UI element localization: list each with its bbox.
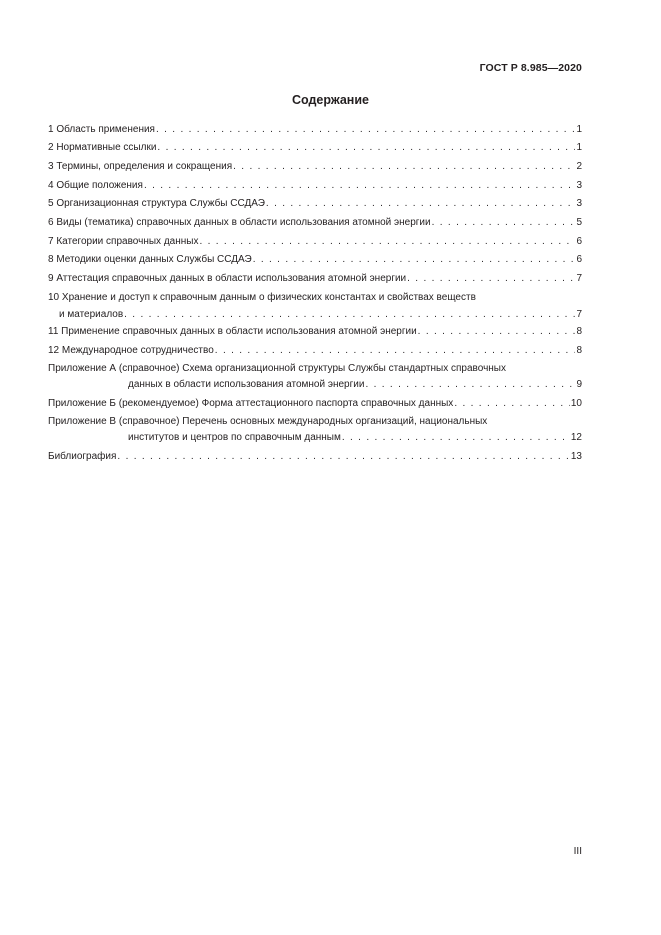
toc-entry-title: 10 Хранение и доступ к справочным данным о физических константах и свойствах веществ [48, 292, 476, 303]
toc-entry-title: 5 Организационная структура Службы ССДАЭ [48, 198, 265, 209]
toc-leader-dots [215, 344, 576, 357]
toc-entry-title: Библиография [48, 451, 117, 462]
toc-entry[interactable] [48, 344, 582, 357]
toc-entry-title: 2 Нормативные ссылки [48, 142, 157, 153]
toc-entry[interactable] [48, 362, 582, 391]
toc-leader-dots [199, 235, 575, 248]
toc-entry[interactable] [48, 197, 582, 210]
toc-entry-title: Приложение А (справочное) Схема организационной структуры Службы стандартных справочных [48, 363, 506, 374]
toc-page-number: 1 [576, 124, 582, 135]
toc-title: Содержание [291, 93, 369, 107]
toc-entry-title: 6 Виды (тематика) справочных данных в области использования атомной энергии [48, 217, 431, 228]
toc-page-number: 6 [576, 254, 582, 265]
toc-entry[interactable] [48, 272, 582, 285]
toc-page-number: 12 [570, 432, 582, 443]
toc-entry-title: 4 Общие положения [48, 180, 143, 191]
toc-entry-title: Приложение Б (рекомендуемое) Форма аттестационного паспорта справочных данных [48, 398, 454, 409]
toc-leader-dots [266, 197, 576, 210]
toc-entry[interactable] [48, 216, 582, 229]
toc-entry-title: 11 Применение справочных данных в области использования атомной энергии [48, 326, 417, 337]
toc-leader-dots [157, 141, 575, 154]
toc-entry[interactable] [48, 123, 582, 136]
toc-entry[interactable] [48, 415, 582, 444]
toc-page-number: 8 [576, 345, 582, 356]
toc-page-number: 2 [576, 161, 582, 172]
document-code: ГОСТ Р 8.985—2020 [479, 62, 582, 74]
toc-entry-title: Приложение В (справочное) Перечень основных международных организаций, национальных [48, 416, 488, 427]
toc-entry-title-continued: данных в области использования атомной энергии [128, 379, 365, 390]
toc-entry[interactable] [48, 235, 582, 248]
toc-leader-dots [418, 325, 576, 338]
toc-leader-dots [365, 378, 575, 391]
toc-entry-title: 9 Аттестация справочных данных в области использования атомной энергии [48, 273, 407, 284]
toc-leader-dots [233, 160, 575, 173]
toc-entry-title: 3 Термины, определения и сокращения [48, 161, 233, 172]
toc-page-number: 5 [576, 217, 582, 228]
toc-leader-dots [156, 123, 575, 136]
toc-entry[interactable] [48, 291, 582, 321]
toc-page-number: 1 [576, 142, 582, 153]
toc-entry[interactable] [48, 325, 582, 338]
toc-entry[interactable] [48, 450, 582, 463]
toc-leader-dots [407, 272, 575, 285]
toc-entry[interactable] [48, 253, 582, 266]
toc-leader-dots [117, 450, 569, 463]
toc-entry-title: 7 Категории справочных данных [48, 236, 199, 247]
toc-page-number: 8 [576, 326, 582, 337]
toc-entry[interactable] [48, 160, 582, 173]
toc-leader-dots [454, 397, 570, 410]
toc-leader-dots [432, 216, 576, 229]
toc-leader-dots [144, 179, 576, 192]
toc-page-number: 10 [570, 398, 582, 409]
toc-page-number: 13 [570, 451, 582, 462]
toc-entry[interactable] [48, 141, 582, 154]
page-number: III [573, 846, 582, 857]
toc-page-number: 3 [576, 180, 582, 191]
toc-page-number: 6 [576, 236, 582, 247]
toc-page-number: 7 [576, 309, 582, 320]
toc-entry[interactable] [48, 397, 582, 410]
toc-entry-title-continued: и материалов [59, 309, 124, 320]
toc-entry-title: 12 Международное сотрудничество [48, 345, 214, 356]
toc-leader-dots [253, 253, 576, 266]
toc-page-number: 9 [576, 379, 582, 390]
toc-entry-title: 1 Область применения [48, 124, 155, 135]
toc-entry-title: 8 Методики оценки данных Службы ССДАЭ [48, 254, 252, 265]
toc-entry-title-continued: институтов и центров по справочным данным [128, 432, 341, 443]
toc-entry[interactable] [48, 179, 582, 192]
toc-leader-dots [124, 308, 575, 321]
toc-page-number: 7 [576, 273, 582, 284]
toc-leader-dots [342, 431, 570, 444]
toc-page-number: 3 [576, 198, 582, 209]
